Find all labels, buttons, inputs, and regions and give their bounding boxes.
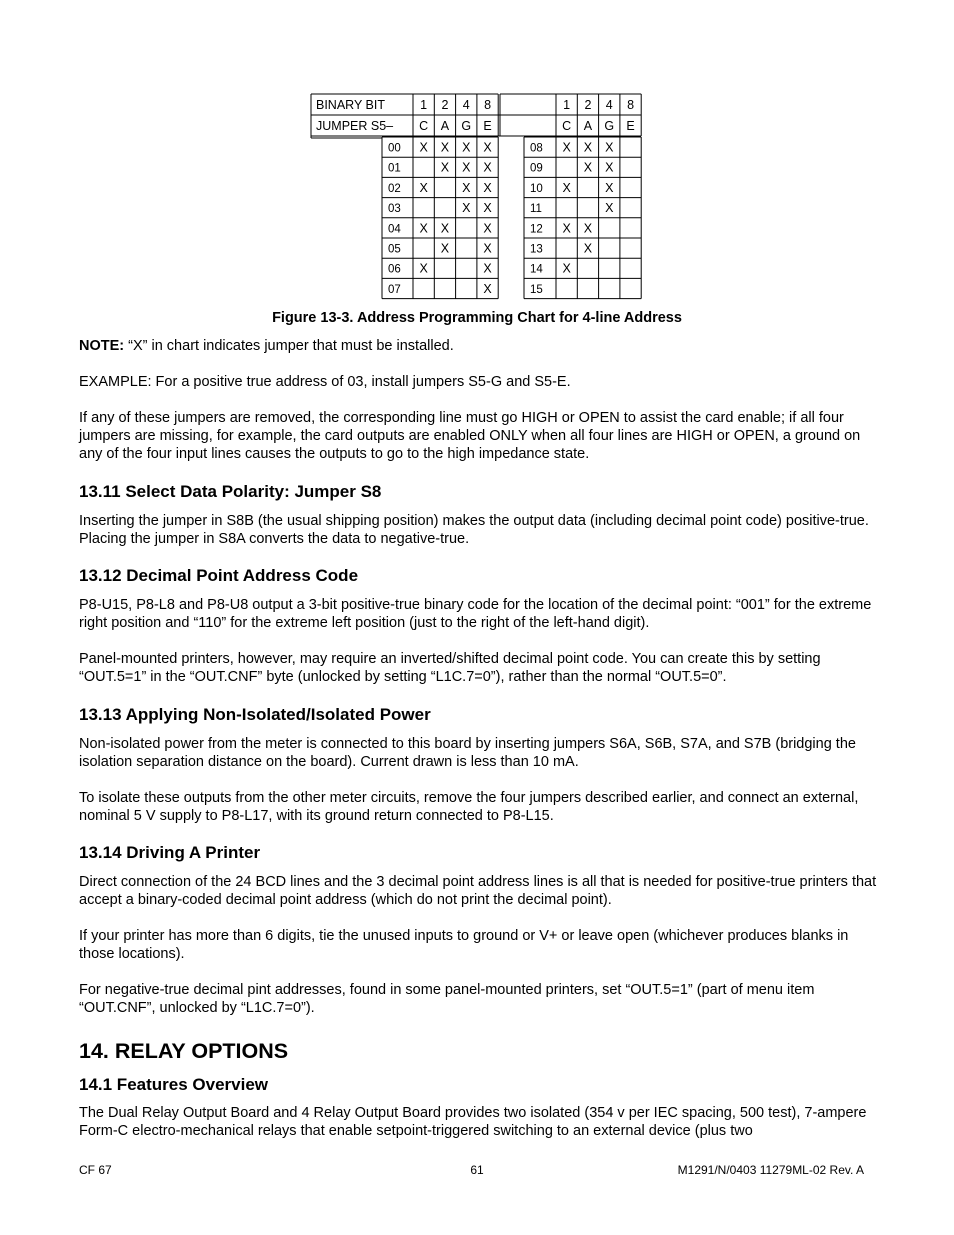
right-jumper-mark: X xyxy=(583,140,593,155)
paragraph-14-1: The Dual Relay Output Board and 4 Relay Output Board provides two isolated (354 v per IEC spacing, 500 test), 7-ampere Form-C electro-mechanical relays that enable setpoint-triggered switching to an external device (plus two xyxy=(79,1105,867,1139)
right-address-label: 11 xyxy=(530,203,542,216)
left-jumper-mark: X xyxy=(462,201,471,216)
left-address-label: 05 xyxy=(388,243,401,256)
right-jumper-mark: X xyxy=(583,221,593,236)
paragraph-13-14-a: Direct connection of the 24 BCD lines and the 3 decimal point address lines is all that is needed for positive-true printers that accept a binary-coded decimal point address (which do not print the decimal point). xyxy=(79,874,877,908)
jumpers-paragraph: If any of these jumpers are removed, the corresponding line must go HIGH or OPEN to assist the card enable; if all four jumpers are missing, for example, the card outputs are enabled ONLY when all four lines are HIGH or OPEN, a ground on any of the four input lines causes the outputs to go to the high impedance state. xyxy=(79,410,861,462)
right-jumper-mark: X xyxy=(562,261,571,276)
header-cell-right: 1 xyxy=(563,98,571,112)
header-cell-left: C xyxy=(419,119,429,133)
note-text: “X” in chart indicates jumper that must be installed. xyxy=(124,338,454,354)
address-programming-chart xyxy=(0,0,954,305)
paragraph-13-14-c: For negative-true decimal pint addresses, found in some panel-mounted printers, set “OUT.5=1” (part of menu item “OUT.CNF”, unlocked by “L1C.7=0”). xyxy=(79,982,815,1016)
left-jumper-mark: X xyxy=(462,140,471,155)
heading-13-13: 13.13 Applying Non-Isolated/Isolated Power xyxy=(79,705,431,724)
footer-left: CF 67 xyxy=(79,1163,112,1177)
left-address-label: 03 xyxy=(388,203,401,216)
header-cell-left: 1 xyxy=(420,98,428,112)
paragraph-13-12-b: Panel-mounted printers, however, may require an inverted/shifted decimal point code. You can create this by setting “OUT.5=1” in the “OUT.CNF” byte (unlocked by setting “L1C.7=0”), rather than the normal “OUT.5=0”. xyxy=(79,651,821,685)
figure-caption: Figure 13-3. Address Programming Chart for 4-line Address xyxy=(272,310,682,326)
left-jumper-mark: X xyxy=(440,140,450,155)
left-jumper-mark: X xyxy=(440,241,450,256)
header-cell-left: 8 xyxy=(484,98,492,112)
header-cell-left: A xyxy=(440,119,450,133)
left-jumper-mark: X xyxy=(483,140,492,155)
left-address-label: 07 xyxy=(388,283,401,296)
left-jumper-mark: X xyxy=(483,241,492,256)
header-cell-right: C xyxy=(562,119,572,133)
right-jumper-mark: X xyxy=(562,140,571,155)
header-cell-right: 8 xyxy=(627,98,635,112)
header-cell-right: 4 xyxy=(605,98,613,112)
right-address-label: 15 xyxy=(530,283,543,296)
header-cell-left: E xyxy=(483,119,492,133)
left-jumper-mark: X xyxy=(419,221,428,236)
left-jumper-mark: X xyxy=(440,160,450,175)
left-jumper-mark: X xyxy=(419,140,428,155)
paragraph-13-13-b: To isolate these outputs from the other meter circuits, remove the four jumpers described earlier, and connect an external, nominal 5 V supply to P8-L17, with its ground return connected to P8-L15. xyxy=(79,790,859,824)
left-jumper-mark: X xyxy=(419,261,428,276)
left-jumper-mark: X xyxy=(462,160,471,175)
footer-right: M1291/N/0403 11279ML-02 Rev. A xyxy=(677,1163,864,1177)
left-address-label: 06 xyxy=(388,263,401,276)
left-jumper-mark: X xyxy=(462,180,471,195)
header-cell-right: G xyxy=(604,119,615,133)
left-jumper-mark: X xyxy=(483,281,492,296)
example-paragraph: EXAMPLE: For a positive true address of 03, install jumpers S5-G and S5-E. xyxy=(79,374,571,390)
left-address-label: 00 xyxy=(388,142,401,155)
right-jumper-mark: X xyxy=(605,180,614,195)
header-cell-right: 2 xyxy=(584,98,592,112)
paragraph-13-13-a: Non-isolated power from the meter is connected to this board by inserting jumpers S6A, S6B, S7A, and S7B (bridging the isolation separation distance on the board). Current drawn is less than 10 mA. xyxy=(79,736,856,770)
left-address-label: 04 xyxy=(388,223,401,236)
header-cell-right: A xyxy=(583,119,593,133)
left-address-label: 02 xyxy=(388,182,401,195)
right-jumper-mark: X xyxy=(562,221,571,236)
left-jumper-mark: X xyxy=(483,180,492,195)
left-jumper-mark: X xyxy=(483,261,492,276)
heading-14: 14. RELAY OPTIONS xyxy=(79,1039,289,1063)
left-jumper-mark: X xyxy=(483,221,492,236)
heading-13-11: 13.11 Select Data Polarity: Jumper S8 xyxy=(79,482,382,501)
heading-13-14: 13.14 Driving A Printer xyxy=(79,843,261,862)
header-cell-right: E xyxy=(626,119,635,133)
right-address-label: 10 xyxy=(530,182,543,195)
header-row-label: BINARY BIT xyxy=(316,98,386,112)
right-jumper-mark: X xyxy=(605,140,614,155)
note-label: NOTE: xyxy=(79,338,125,354)
heading-13-12: 13.12 Decimal Point Address Code xyxy=(79,566,359,585)
right-address-label: 08 xyxy=(530,142,543,155)
left-jumper-mark: X xyxy=(419,180,428,195)
left-address-label: 01 xyxy=(388,162,401,175)
header-cell-left: G xyxy=(461,119,472,133)
right-jumper-mark: X xyxy=(562,180,571,195)
right-address-label: 13 xyxy=(530,243,543,256)
left-jumper-mark: X xyxy=(440,221,450,236)
right-address-label: 14 xyxy=(530,263,543,276)
header-cell-left: 4 xyxy=(462,98,470,112)
note-paragraph xyxy=(79,337,879,355)
right-address-label: 09 xyxy=(530,162,543,175)
paragraph-13-12-a: P8-U15, P8-L8 and P8-U8 output a 3-bit positive-true binary code for the location of the decimal point: “001” for the extreme right position and “110” for the extreme left position (just to the right of the left-hand digit). xyxy=(79,597,872,631)
heading-14-1: 14.1 Features Overview xyxy=(79,1075,269,1094)
left-jumper-mark: X xyxy=(483,160,492,175)
right-jumper-mark: X xyxy=(583,160,593,175)
right-address-label: 12 xyxy=(530,223,543,236)
footer-page-number: 61 xyxy=(470,1163,484,1177)
paragraph-13-11: Inserting the jumper in S8B (the usual shipping position) makes the output data (including decimal point code) positive-true. Placing the jumper in S8A converts the data to negative-true. xyxy=(79,513,869,547)
left-jumper-mark: X xyxy=(483,201,492,216)
header-cell-left: 2 xyxy=(441,98,449,112)
right-jumper-mark: X xyxy=(605,160,614,175)
header-row-label: JUMPER S5– xyxy=(316,119,394,133)
right-jumper-mark: X xyxy=(583,241,593,256)
paragraph-13-14-b: If your printer has more than 6 digits, tie the unused inputs to ground or V+ or leave open (whichever produces blanks in those locations). xyxy=(79,928,849,962)
right-jumper-mark: X xyxy=(605,201,614,216)
